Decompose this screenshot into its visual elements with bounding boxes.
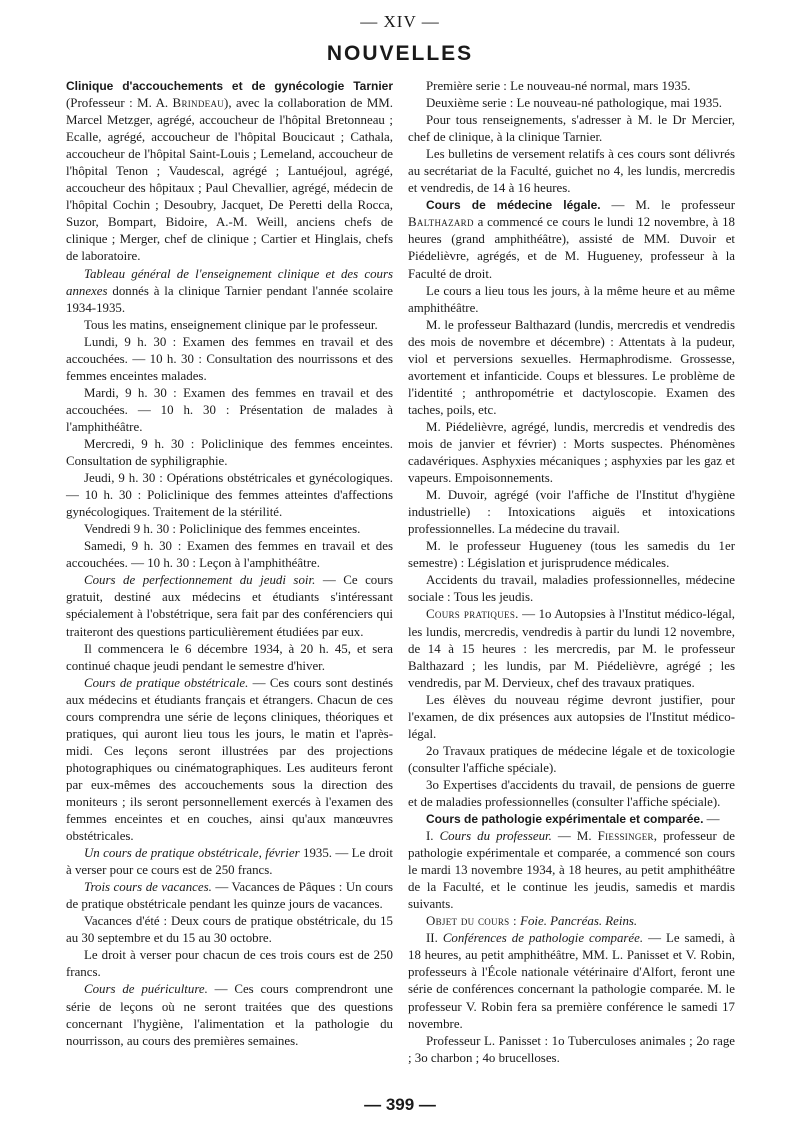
paragraph: Cours de perfectionnement du jeudi soir. — Ce cours gratuit, destiné aux médecins et étudiants s'intéressant spécialement à l'obstétrique, sera fait par des conférenciers qui traiteront des questions particulièrement étudiées par eux.: [66, 573, 393, 639]
schedule-saturday: Samedi, 9 h. 30 : Examen des femmes en travail et des accouchées. — 10 h. 30 : Leçon à l'amphithéâtre.: [66, 539, 393, 571]
paragraph: I. Cours du professeur. — M. Fiessinger, professeur de pathologie expérimentale et comparée, a commencé son cours le mardi 13 novembre 1934, à 18 heures, au petit amphithéâtre de la Faculté, et le continue les jeudis, samedis et mardis suivants.: [408, 829, 735, 912]
schedule-thursday: Jeudi, 9 h. 30 : Opérations obstétricales et gynécologiques. — 10 h. 30 : Policlinique des femmes atteintes d'affections gynécologiques. Traitement de la stérilité.: [66, 471, 393, 520]
paragraph: Cours de puériculture. — Ces cours comprendront une série de leçons où ne seront traitées que des questions concernant l'hygiène, l'alimentation et la pathologie du nourrisson, au cours des premières semaines.: [66, 982, 393, 1048]
paragraph: M. le professeur Hugueney (tous les samedis du 1er semestre) : Législation et jurisprudence médicales.: [408, 539, 735, 571]
paragraph: 3o Expertises d'accidents du travail, de pensions de guerre et de maladies professionnelles (consulter l'affiche spéciale).: [408, 777, 735, 809]
paragraph: Première serie : Le nouveau-né normal, mars 1935.: [426, 79, 691, 93]
paragraph: Cours de pratique obstétricale. — Ces cours sont destinés aux médecins et étudiants français et étrangers. Chacun de ces cours comprendra une série de leçons cliniques, théoriques et pratiques, qui auront lieu tous les jours, le matin et l'après-midi. Ces leçons seront illustrées par des projections photographiques ou cinématographiques. Les auditeurs feront par eux-mêmes des accouchements sous la direction des moniteurs ; ils seront personnellement exercés à l'examen des femmes enceintes et en couches, ainsi qu'aux manœuvres obstétricales.: [66, 675, 393, 844]
paragraph: Tableau général de l'enseignement clinique et des cours annexes donnés à la clinique Tarnier pendant l'année scolaire 1934-1935.: [66, 266, 393, 315]
paragraph: II. Conférences de pathologie comparée. — Le samedi, à 18 heures, au petit amphithéâtre, MM. L. Panisset et V. Robin, professeurs à l'École nationale vétérinaire d'Alfort, feront une série de conférences concernant la pathologie comparée. M. le professeur V. Robin fera sa première conférence le samedi 17 novembre.: [408, 931, 735, 1031]
roman-page-number: — XIV —: [360, 12, 440, 31]
paragraph: Un cours de pratique obstétricale, février 1935. — Le droit à verser pour ce cours est de 250 francs.: [66, 846, 393, 878]
paragraph: Trois cours de vacances. — Vacances de Pâques : Un cours de pratique obstétricale pendant les quinze jours de vacances.: [66, 880, 394, 912]
paragraph: 2o Travaux pratiques de médecine légale et de toxicologie (consulter l'affiche spéciale).: [408, 743, 735, 775]
schedule-wednesday: Mercredi, 9 h. 30 : Policlinique des femmes enceintes. Consultation de syphiligraphie.: [66, 436, 393, 469]
paragraph: Le droit à verser pour chacun de ces trois cours est de 250 francs.: [66, 948, 393, 980]
paragraph: Il commencera le 6 décembre 1934, à 20 h. 45, et sera continué chaque jeudi pendant le semestre d'hiver.: [66, 641, 393, 673]
paragraph: Vacances d'été : Deux cours de pratique obstétricale, du 15 au 30 septembre et du 15 au 30 octobre.: [66, 914, 393, 946]
paragraph: Cours pratiques. — 1o Autopsies à l'Institut médico-légal, les lundis, mercredis, vendredis à partir du lundi 12 novembre, de 14 à 15 heures : les mercredis, par M. le professeur Balthazard ; les lundis, par M. Piédelièvre, agrégé ; les vendredis, par M. Dervieux, chef des travaux pratiques.: [408, 607, 735, 690]
schedule-monday: Lundi, 9 h. 30 : Examen des femmes en travail et des accouchées. — 10 h. 30 : Consultation des nourrissons et des femmes enceintes malades.: [66, 334, 393, 383]
paragraph: Cours de médecine légale. — M. le professeur Balthazard a commencé ce cours le lundi 12 novembre, à 18 heures (grand amphithéâtre), assisté de MM. Duvoir et Piédelièvre, agrégés, et de M. Hugueney, professeur à la Faculté de droit.: [408, 198, 735, 281]
schedule-tuesday: Mardi, 9 h. 30 : Examen des femmes en travail et des accouchées. — 10 h. 30 : Présentation de malades à l'amphithéâtre.: [66, 385, 393, 434]
course-title: Cours de pathologie expérimentale et comparée.: [426, 812, 704, 827]
paragraph: M. Duvoir, agrégé (voir l'affiche de l'Institut d'hygiène industrielle) : Intoxications aiguës et intoxications professionnelles. La médecine du travail.: [408, 488, 735, 537]
paragraph: M. le professeur Balthazard (lundis, mercredis et vendredis des mois de novembre et décembre) : Attentats à la pudeur, viol et perversions sexuelles. Hermaphrodisme. Grossesse, avortement et infanticide. Coups et blessures. Le problème de l'identité ; anthropométrie et dactyloscopie. Examen des taches, poils, etc.: [408, 317, 735, 417]
clinic-title: Clinique d'accouchements et de gynécologie Tarnier: [66, 79, 393, 93]
paragraph: Tous les matins, enseignement clinique par le professeur.: [84, 317, 378, 332]
paragraph: Clinique d'accouchements et de gynécologie Tarnier (Professeur : M. A. Brindeau), avec la collaboration de MM. Marcel Metzger, agrégé, accoucheur de l'hôpital Bretonneau ; Ecalle, agrégé, accoucheur de l'hôpital Boucicaut ; Cathala, accoucheur de l'hôpital Saint-Louis ; Lemeland, accoucheur de l'hôpital Tenon ; Vaudescal, agrégé ; Lantuéjoul, agrégé, accoucheur des hôpitaux ; Paul Chevallier, agrégé, médecin de l'hôpital Cochin ; Desoubry, Jacquet, De Peretti della Rocca, Suzor, Bompart, Bidoire, A.-M. Weill, anciens chefs de clinique ; Merger, chef de clinique ; Cartier et Hinglais, chefs de laboratoire.: [66, 79, 393, 264]
page-number: — 399 —: [364, 1095, 436, 1114]
course-title: Cours de médecine légale.: [426, 198, 601, 213]
right-column: [408, 78, 735, 1067]
paragraph: Objet du cours : Foie. Pancréas. Reins.: [426, 914, 638, 929]
paragraph: Deuxième serie : Le nouveau-né pathologique, mai 1935.: [426, 96, 723, 111]
paragraph: Les bulletins de versement relatifs à ces cours sont délivrés au secrétariat de la Faculté, guichet no 4, les lundis, mercredis et vendredis, de 14 à 16 heures.: [408, 147, 735, 196]
section-title: NOUVELLES: [326, 42, 474, 65]
left-column: [66, 78, 393, 1050]
schedule-friday: Vendredi 9 h. 30 : Policlinique des femmes enceintes.: [84, 522, 361, 537]
paragraph: Le cours a lieu tous les jours, à la même heure et au même amphithéâtre.: [408, 283, 735, 315]
paragraph: Pour tous renseignements, s'adresser à M. le Dr Mercier, chef de clinique, à la clinique Tarnier.: [408, 113, 735, 145]
paragraph: Les élèves du nouveau régime devront justifier, pour l'examen, de dix présences aux autopsies de l'Institut médico-légal.: [408, 692, 735, 741]
paragraph: Cours de pathologie expérimentale et comparée. —: [426, 812, 720, 827]
paragraph: Accidents du travail, maladies professionnelles, médecine sociale : Tous les jeudis.: [408, 573, 735, 605]
paragraph: M. Piédelièvre, agrégé, lundis, mercredis et vendredis des mois de janvier et février) : Morts suspectes. Phénomènes cadavériques. Asphyxies mécaniques ; asphyxies par les gaz et vapeurs. Empoisonnements.: [408, 419, 735, 486]
paragraph: Professeur L. Panisset : 1o Tuberculoses animales ; 2o rage ; 3o charbon ; 4o brucelloses.: [408, 1033, 735, 1065]
